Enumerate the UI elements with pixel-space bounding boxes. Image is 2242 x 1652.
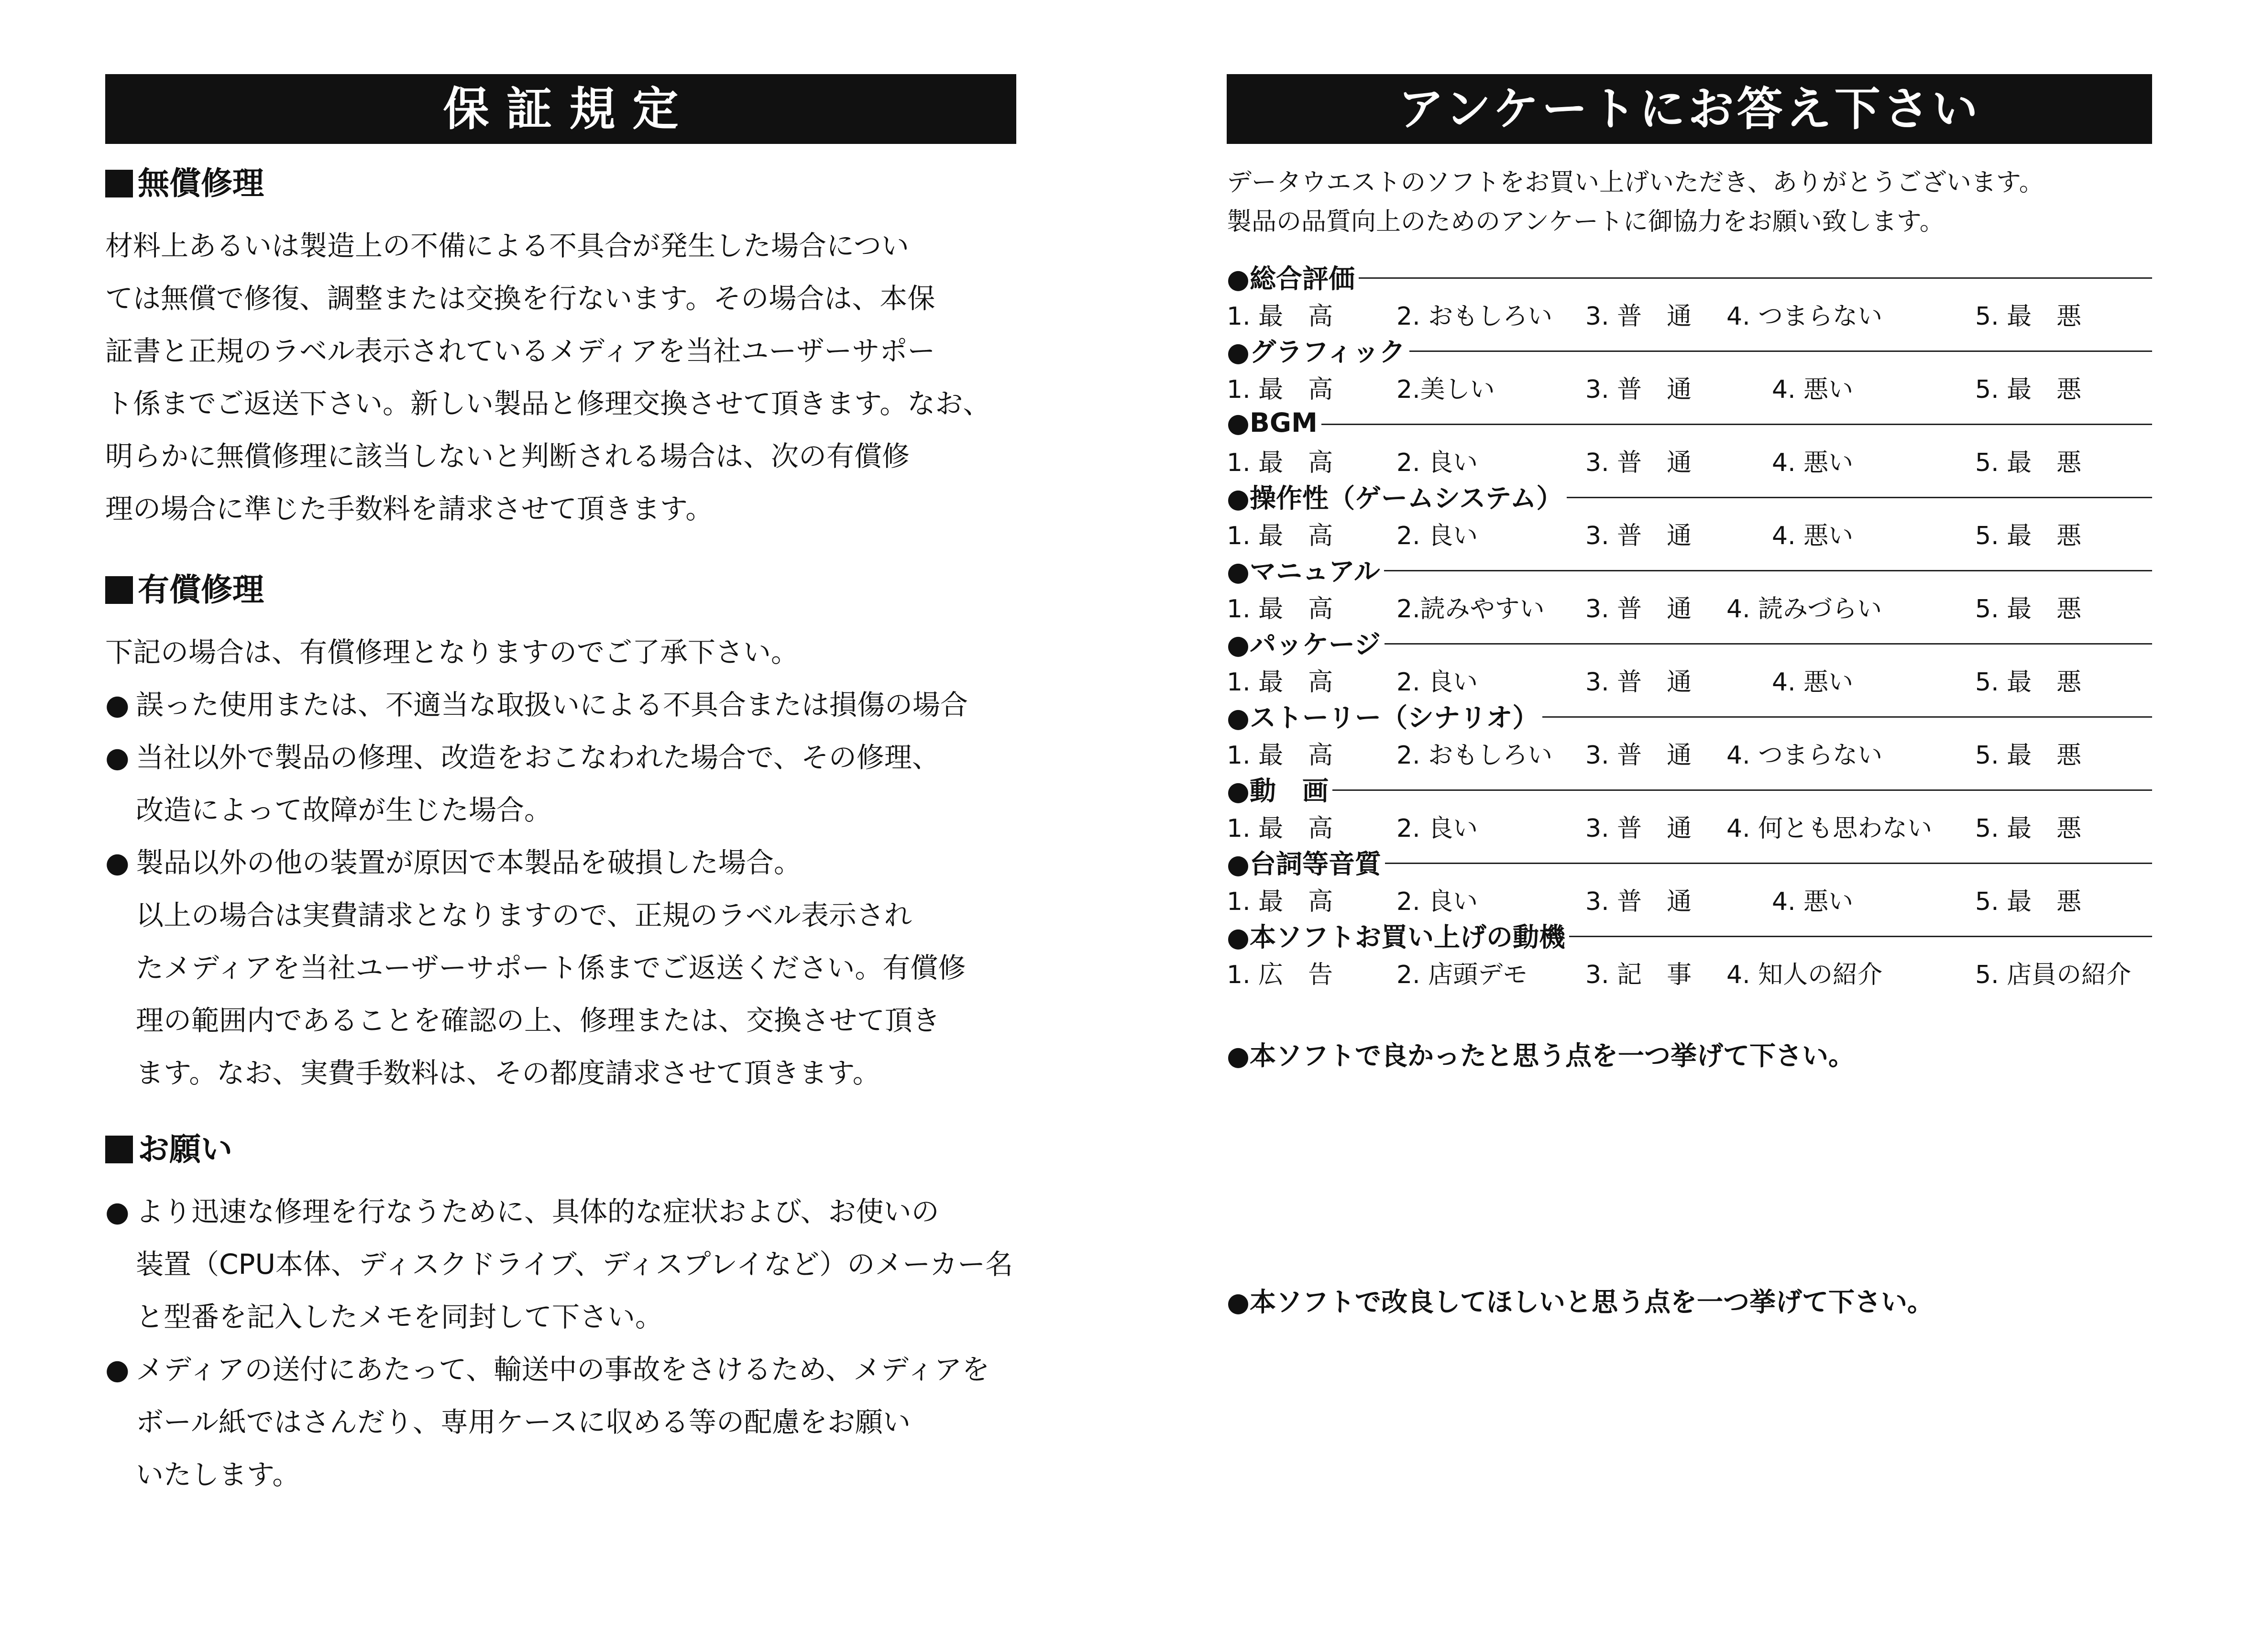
square-bullet-icon [105,576,133,604]
answer-option[interactable]: 5. 店員の紹介 [1975,961,2132,989]
free-repair-section [105,162,1016,535]
bullet-icon: ● [1227,336,1250,367]
question-label: ●マニュアル [1227,556,1380,587]
answer-option[interactable]: 3. 普 通 [1585,741,1692,770]
question-heading [1227,625,2152,659]
bullet-icon: ● [1227,702,1250,733]
text-line: 証書と正規のラベル表示されているメディアを当社ユーザーサポー [105,335,935,367]
answer-option[interactable]: 2. 良い [1396,449,1478,477]
list-item: ● より迅速な修理を行なうために、具体的な症状および、お使いの [105,1185,1016,1238]
request-section [105,1128,1016,1501]
answer-option[interactable]: 4. つまらない [1726,302,1883,331]
answer-space[interactable] [1227,1075,2152,1283]
bullet-icon: ● [1227,556,1250,587]
question-options [1227,439,2152,479]
answer-option[interactable]: 3. 普 通 [1585,302,1692,331]
answer-option[interactable]: 5. 最 悪 [1975,668,2082,697]
question-options [1227,805,2152,845]
survey-question [1227,333,2152,406]
paid-repair-section [105,569,1016,1099]
survey-question [1227,699,2152,772]
text-line: データウエストのソフトをお買い上げいただき、ありがとうございます。 [1227,168,2044,197]
bullet-icon: ● [1227,629,1250,660]
answer-rule [1359,277,2152,279]
bullet-icon: ● [1227,921,1250,952]
answer-option[interactable]: 4. 悪い [1772,522,1854,550]
text-line: ト係までご返送下さい。新しい製品と修理交換させて頂きます。なお、 [105,387,991,420]
question-heading [1227,918,2152,952]
answer-rule [1409,350,2152,352]
text-line: いたします。 [136,1458,300,1491]
question-label: ●総合評価 [1227,263,1355,294]
bullet-icon: ● [1227,848,1250,879]
bullet-icon: ● [105,1195,130,1228]
answer-rule [1332,789,2152,791]
question-heading [1227,845,2152,878]
list-item: ● 製品以外の他の装置が原因で本製品を破損した場合。 [105,836,1016,889]
text-line: 以上の場合は実費請求となりますので、正規のラベル表示され [136,899,912,931]
warranty-title: 保証規定 [105,74,1016,144]
answer-option[interactable]: 5. 最 悪 [1975,302,2082,331]
answer-option[interactable]: 2. おもしろい [1396,741,1553,770]
free-answer-section [1227,1037,2152,1465]
text-line: ては無償で修復、調整または交換を行ないます。その場合は、本保 [105,282,935,315]
survey-question [1227,552,2152,625]
answer-option[interactable]: 3. 普 通 [1585,814,1692,843]
text-line: 材料上あるいは製造上の不備による不具合が発生した場合につい [105,230,909,262]
answer-option[interactable]: 3. 普 通 [1585,522,1692,550]
survey-question [1227,625,2152,699]
answer-option[interactable]: 4. 何とも思わない [1726,814,1933,843]
text-line: たメディアを当社ユーザーサポート係までご返送ください。有償修 [136,952,966,984]
answer-option[interactable]: 2. おもしろい [1396,302,1553,331]
text-line: 明らかに無償修理に該当しないと判断される場合は、次の有償修 [105,440,910,472]
question-label: ●パッケージ [1227,629,1381,660]
answer-option[interactable]: 5. 最 悪 [1975,522,2082,550]
answer-option[interactable]: 1. 広 告 [1227,961,1333,989]
answer-space[interactable] [1227,1321,2152,1465]
answer-option[interactable]: 4. 悪い [1772,375,1854,404]
question-options [1227,293,2152,333]
answer-option[interactable]: 2.美しい [1396,375,1495,404]
survey-question [1227,845,2152,918]
answer-rule [1385,863,2152,864]
bullet-icon: ● [105,689,130,721]
free-repair-text [105,219,1016,535]
bullet-icon: ● [105,741,130,774]
warranty-column [105,74,1016,1501]
text-line: ボール紙ではさんだり、専用ケースに収める等の配慮をお願い [136,1406,911,1438]
free-repair-heading: 無償修理 [105,162,1016,205]
question-heading [1227,333,2152,366]
answer-option[interactable]: 3. 普 通 [1585,375,1692,404]
question-heading [1227,479,2152,513]
answer-option[interactable]: 5. 最 悪 [1975,595,2082,624]
question-label: ●BGM [1227,407,1318,438]
answer-rule [1567,497,2152,498]
bullet-icon: ● [1227,1287,1250,1317]
answer-option[interactable]: 2. 良い [1396,814,1478,843]
text-line: と型番を記入したメモを同封して下さい。 [136,1301,663,1333]
answer-option[interactable]: 2. 店頭デモ [1396,961,1528,989]
survey-question [1227,260,2152,333]
question-heading [1227,552,2152,586]
answer-option[interactable]: 1. 最 高 [1227,668,1333,697]
answer-option[interactable]: 1. 最 高 [1227,375,1333,404]
question-label: ●台詞等音質 [1227,848,1382,879]
survey-questions [1227,260,2152,991]
answer-option[interactable]: 4. つまらない [1726,741,1883,770]
answer-option[interactable]: 5. 最 悪 [1975,375,2082,404]
question-label: ●操作性（ゲームシステム） [1227,482,1563,514]
bullet-icon: ● [105,846,130,879]
question-heading [1227,772,2152,805]
text-line: 製品の品質向上のためのアンケートに御協力をお願い致します。 [1227,208,1945,236]
survey-column [1227,74,2152,1465]
question-options [1227,952,2152,991]
question-heading [1227,699,2152,732]
answer-option[interactable]: 3. 普 通 [1585,449,1692,477]
question-label: ●本ソフトお買い上げの動機 [1227,921,1566,952]
answer-option[interactable]: 2. 良い [1396,668,1478,697]
question-options [1227,659,2152,699]
answer-option[interactable]: 4. 悪い [1772,668,1854,697]
answer-option[interactable]: 1. 最 高 [1227,449,1333,477]
survey-question [1227,479,2152,552]
question-label: ●ストーリー（シナリオ） [1227,702,1539,733]
bullet-icon: ● [1227,1040,1250,1071]
answer-option[interactable]: 3. 普 通 [1585,887,1692,916]
question-options [1227,513,2152,552]
answer-option[interactable]: 2. 良い [1396,887,1478,916]
answer-option[interactable]: 4. 知人の紹介 [1726,961,1883,989]
text-line: 改造によって故障が生じた場合。 [136,794,552,826]
answer-option[interactable]: 4. 悪い [1772,449,1854,477]
square-bullet-icon [105,1136,133,1163]
answer-option[interactable]: 1. 最 高 [1227,887,1333,916]
question-label: ●グラフィック [1227,336,1406,367]
question-heading [1227,406,2152,439]
survey-question [1227,772,2152,845]
bullet-icon: ● [1227,263,1250,294]
answer-rule [1321,424,2152,425]
answer-option[interactable]: 2. 良い [1396,522,1478,550]
answer-option[interactable]: 5. 最 悪 [1975,741,2082,770]
question-heading [1227,260,2152,293]
answer-option[interactable]: 4. 読みづらい [1726,595,1882,624]
answer-option[interactable]: 5. 最 悪 [1975,887,2082,916]
answer-option[interactable]: 1. 最 高 [1227,302,1333,331]
text-line: 理の場合に準じた手数料を請求させて頂きます。 [105,492,714,525]
question-options [1227,732,2152,772]
answer-rule [1569,936,2152,937]
bullet-icon: ● [1227,407,1250,438]
question-options [1227,878,2152,918]
bullet-icon: ● [1227,482,1250,514]
list-item: ● メディアの送付にあたって、輸送中の事故をさけるため、メディアを [105,1343,1016,1396]
survey-intro [1227,163,2152,241]
bullet-icon: ● [1227,775,1250,806]
answer-option[interactable]: 3. 普 通 [1585,668,1692,697]
question-options [1227,586,2152,625]
text-line: 装置（CPU本体、ディスクドライブ、ディスプレイなど）のメーカー名 [136,1248,1013,1280]
answer-option[interactable]: 5. 最 悪 [1975,814,2082,843]
answer-option[interactable]: 1. 最 高 [1227,522,1333,550]
list-item: ● 誤った使用または、不適当な取扱いによる不具合または損傷の場合 [105,678,1016,731]
answer-rule [1384,570,2152,571]
answer-rule [1542,716,2152,718]
free-question-good: ●本ソフトで良かったと思う点を一つ挙げて下さい。 [1227,1040,1855,1071]
question-label: ●動 画 [1227,775,1329,806]
question-options [1227,366,2152,406]
list-item: ● 当社以外で製品の修理、改造をおこなわれた場合で、その修理、 [105,731,1016,784]
answer-option[interactable]: 1. 最 高 [1227,595,1333,624]
answer-option[interactable]: 5. 最 悪 [1975,449,2082,477]
bullet-icon: ● [105,1353,130,1386]
answer-option[interactable]: 3. 普 通 [1585,595,1692,624]
answer-rule [1385,643,2152,645]
answer-option[interactable]: 4. 悪い [1772,887,1854,916]
answer-option[interactable]: 1. 最 高 [1227,741,1333,770]
paid-repair-intro: 下記の場合は、有償修理となりますのでご了承下さい。 [105,636,799,668]
survey-question [1227,406,2152,479]
text-line: ます。なお、実費手数料は、その都度請求させて頂きます。 [136,1057,880,1089]
answer-option[interactable]: 3. 記 事 [1585,961,1692,989]
request-heading: お願い [105,1128,1016,1171]
paid-repair-heading: 有償修理 [105,569,1016,612]
square-bullet-icon [105,170,133,197]
free-question-improve: ●本ソフトで改良してほしいと思う点を一つ挙げて下さい。 [1227,1287,1934,1317]
answer-option[interactable]: 2.読みやすい [1396,595,1545,624]
answer-option[interactable]: 1. 最 高 [1227,814,1333,843]
text-line: 理の範囲内であることを確認の上、修理または、交換させて頂き [136,1004,941,1037]
survey-question [1227,918,2152,991]
survey-title: アンケートにお答え下さい [1227,74,2152,144]
